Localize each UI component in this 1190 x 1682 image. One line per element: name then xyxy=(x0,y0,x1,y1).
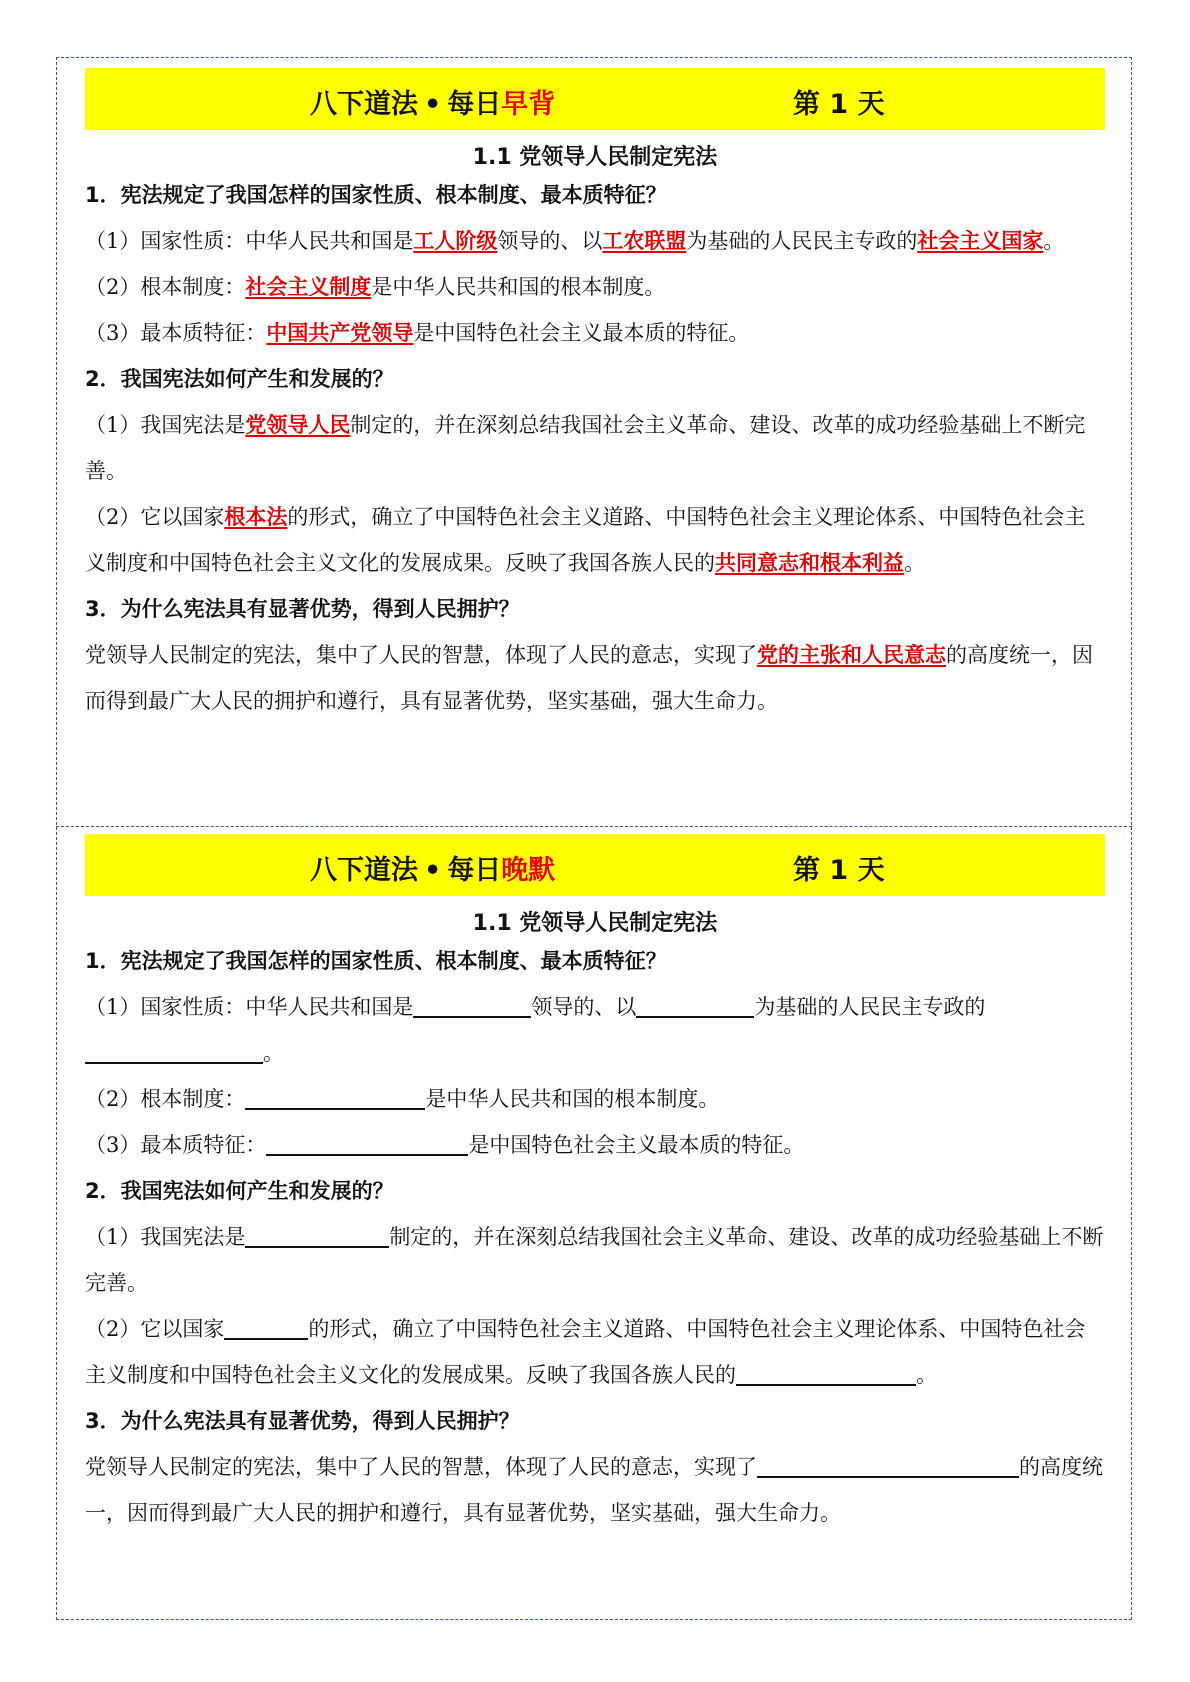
evening-q1: 1．宪法规定了我国怎样的国家性质、根本制度、最本质特征？ xyxy=(85,949,667,973)
fill-blank[interactable] xyxy=(636,994,754,1018)
morning-q1: 1．宪法规定了我国怎样的国家性质、根本制度、最本质特征？ xyxy=(85,183,667,207)
evening-title: 八下道法 • 每日晚默 xyxy=(310,855,556,886)
evening-q1-a2: （2）根本制度： 是中华人民共和国的根本制度。 xyxy=(85,1087,720,1111)
fill-blank[interactable] xyxy=(757,1454,1019,1478)
section-divider xyxy=(56,826,1132,827)
evening-q2-a1: （1）我国宪法是 制定的，并在深刻总结我国社会主义革命、建设、改革的成功经验基础上不断完善。 xyxy=(85,1225,1104,1295)
morning-subtitle: 1.1 党领导人民制定宪法 xyxy=(472,145,718,170)
morning-q2: 2．我国宪法如何产生和发展的？ xyxy=(85,367,394,391)
evening-banner xyxy=(85,834,1105,896)
morning-q1-a3: （3）最本质特征：中国共产党领导是中国特色社会主义最本质的特征。 xyxy=(85,320,750,345)
evening-section xyxy=(85,834,1105,1536)
fill-blank[interactable] xyxy=(245,1224,389,1248)
morning-section xyxy=(85,68,1105,724)
fill-blank[interactable] xyxy=(413,994,531,1018)
evening-q3-a: 党领导人民制定的宪法，集中了人民的智慧，体现了人民的意志，实现了 的高度统一，因而得到最广大人民的拥护和遵行，具有显著优势，坚实基础，强大生命力。 xyxy=(85,1455,1103,1525)
fill-blank[interactable] xyxy=(85,1040,263,1064)
morning-q3: 3．为什么宪法具有显著优势，得到人民拥护？ xyxy=(85,597,520,621)
evening-q1-a3: （3）最本质特征： 是中国特色社会主义最本质的特征。 xyxy=(85,1133,805,1157)
fill-blank[interactable] xyxy=(224,1316,308,1340)
morning-day: 第 1 天 xyxy=(793,89,885,120)
evening-q2: 2．我国宪法如何产生和发展的？ xyxy=(85,1179,394,1203)
evening-q3: 3．为什么宪法具有显著优势，得到人民拥护？ xyxy=(85,1409,520,1433)
morning-banner xyxy=(85,68,1105,130)
morning-q1-a1: （1）国家性质：中华人民共和国是工人阶级领导的、以工农联盟为基础的人民民主专政的社会主义国家。 xyxy=(85,228,1065,253)
evening-subtitle: 1.1 党领导人民制定宪法 xyxy=(472,911,718,936)
morning-title: 八下道法 • 每日早背 xyxy=(310,89,556,120)
morning-q3-a: 党领导人民制定的宪法，集中了人民的智慧，体现了人民的意志，实现了党的主张和人民意志的高度统一，因而得到最广大人民的拥护和遵行，具有显著优势，坚实基础，强大生命力。 xyxy=(85,642,1093,713)
evening-day: 第 1 天 xyxy=(793,855,885,886)
fill-blank[interactable] xyxy=(245,1086,425,1110)
fill-blank[interactable] xyxy=(266,1132,468,1156)
morning-q2-a1: （1）我国宪法是党领导人民制定的，并在深刻总结我国社会主义革命、建设、改革的成功经验基础上不断完善。 xyxy=(85,412,1086,483)
evening-q2-a2: （2）它以国家 的形式，确立了中国特色社会主义道路、中国特色社会主义理论体系、中国特色社会主义制度和中国特色社会主义文化的发展成果。反映了我国各族人民的 。 xyxy=(85,1317,1086,1387)
evening-q1-a1: （1）国家性质：中华人民共和国是 领导的、以 为基础的人民民主专政的 。 xyxy=(85,995,986,1065)
fill-blank[interactable] xyxy=(736,1362,916,1386)
morning-q1-a2: （2）根本制度：社会主义制度是中华人民共和国的根本制度。 xyxy=(85,274,666,299)
morning-q2-a2: （2）它以国家根本法的形式，确立了中国特色社会主义道路、中国特色社会主义理论体系、中国特色社会主义制度和中国特色社会主义文化的发展成果。反映了我国各族人民的共同意志和根本利益。 xyxy=(85,504,1086,575)
